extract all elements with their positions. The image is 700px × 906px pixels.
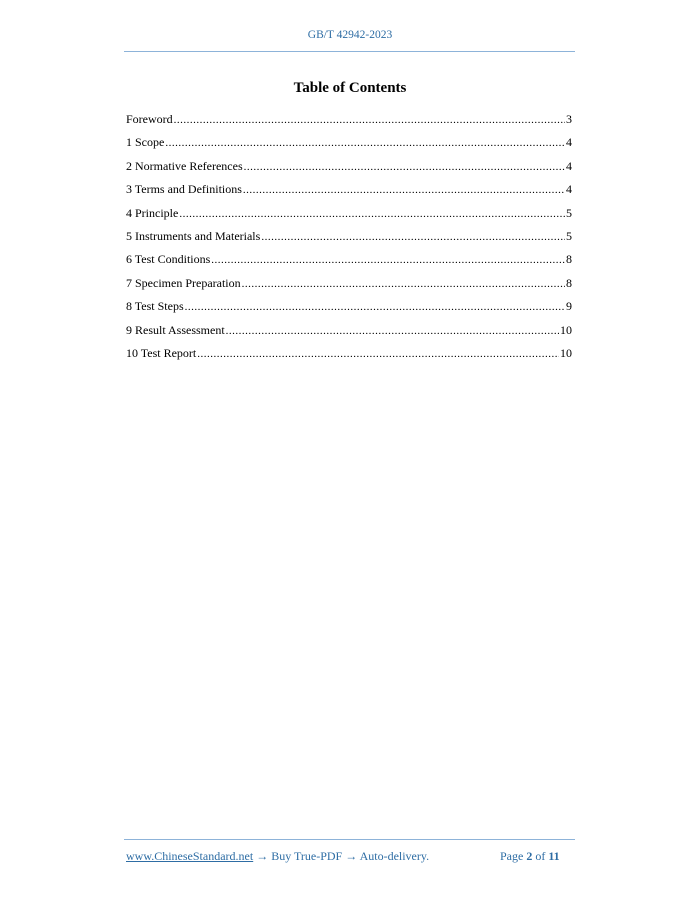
- toc-entry-title: 3 Terms and Definitions: [126, 182, 242, 197]
- toc-entry-page: 9: [566, 299, 572, 314]
- footer-promo-text: → Buy True-PDF → Auto-delivery.: [253, 849, 430, 863]
- document-code-header: GB/T 42942-2023: [307, 29, 393, 41]
- toc-dot-leader: [179, 206, 565, 223]
- page-indicator: [500, 849, 560, 864]
- toc-dot-leader: [244, 159, 565, 176]
- toc-entry-title: 1 Scope: [126, 135, 165, 150]
- toc-entry-page: 10: [560, 322, 572, 337]
- toc-entry-normative-references[interactable]: [126, 158, 572, 181]
- toc-entry-page: 4: [566, 182, 572, 197]
- toc-dot-leader: [165, 135, 565, 152]
- toc-entry-page: 5: [566, 228, 572, 243]
- toc-dot-leader: [211, 252, 565, 269]
- toc-entry-page: 10: [560, 345, 572, 360]
- toc-entry-page: 8: [566, 275, 572, 290]
- toc-entry-title: 4 Principle: [126, 205, 179, 220]
- toc-entry-title: Foreword: [126, 112, 173, 126]
- toc-dot-leader: [243, 182, 565, 199]
- toc-entry-test-steps[interactable]: [126, 298, 572, 321]
- page-current: 2: [526, 849, 533, 863]
- toc-entry-title: 10 Test Report: [126, 345, 197, 360]
- toc-dot-leader: [185, 299, 565, 316]
- toc-entry-instruments-and-materials[interactable]: [126, 228, 572, 251]
- toc-heading: Table of Contents: [293, 80, 407, 96]
- header-divider: [124, 51, 575, 52]
- toc-entry-result-assessment[interactable]: [126, 322, 572, 345]
- page-label: Page: [500, 849, 524, 863]
- toc-entry-principle[interactable]: [126, 205, 572, 228]
- toc-entry-page: 4: [566, 135, 572, 150]
- toc-entry-test-conditions[interactable]: [126, 251, 572, 274]
- toc-entry-specimen-preparation[interactable]: [126, 275, 572, 298]
- toc-entry-terms-and-definitions[interactable]: [126, 181, 572, 204]
- footer-divider: [124, 839, 575, 840]
- toc-entry-title: 2 Normative References: [126, 158, 243, 173]
- toc-entry-page: 3: [566, 112, 572, 126]
- toc-dot-leader: [242, 276, 565, 293]
- toc-entry-page: 5: [566, 205, 572, 220]
- toc-entry-title: 7 Specimen Preparation: [126, 275, 241, 290]
- toc-dot-leader: [261, 229, 565, 246]
- toc-entry-page: 8: [566, 252, 572, 267]
- toc-dot-leader: [174, 112, 565, 129]
- toc-entry-title: 9 Result Assessment: [126, 322, 225, 337]
- toc-entry-scope[interactable]: [126, 134, 572, 157]
- page-total: 11: [548, 849, 560, 863]
- website-link[interactable]: www.ChineseStandard.net: [126, 849, 254, 863]
- page-of-label: of: [535, 849, 546, 863]
- toc-dot-leader: [226, 323, 559, 340]
- toc-entry-foreword[interactable]: [126, 111, 572, 134]
- toc-list: [126, 111, 572, 368]
- toc-entry-title: 6 Test Conditions: [126, 252, 211, 267]
- toc-entry-title: 5 Instruments and Materials: [126, 228, 261, 243]
- footer-promo: [126, 849, 429, 864]
- toc-entry-title: 8 Test Steps: [126, 299, 184, 314]
- toc-entry-test-report[interactable]: [126, 345, 572, 368]
- toc-dot-leader: [197, 346, 559, 363]
- toc-entry-page: 4: [566, 158, 572, 173]
